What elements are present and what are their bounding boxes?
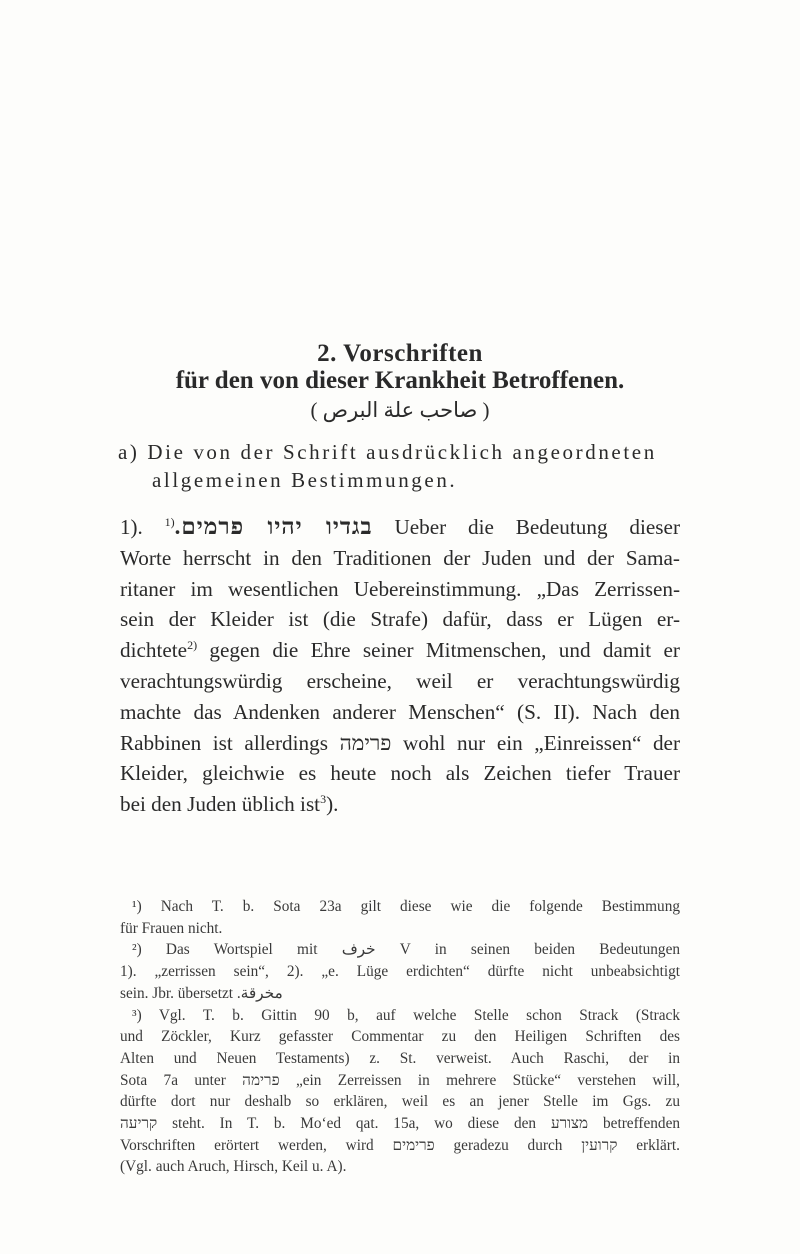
subsection-heading-line1: a) Die von der Schrift ausdrücklich angeordneten	[118, 440, 657, 464]
footnote-3-line: ³) Vgl. T. b. Gittin 90 b, auf welche Stelle schon Strack (Strack	[132, 1006, 680, 1024]
footnote-3-line	[120, 1070, 680, 1092]
footnote-3-line: und Zöckler, Kurz gefasster Commentar zu den Heiligen Schriften des	[120, 1028, 680, 1046]
footnote-marker: 2)	[187, 638, 198, 653]
footnote-text: betreffenden	[603, 1115, 681, 1133]
footnote-1-line: für Frauen nicht.	[120, 919, 223, 937]
footnote-2-line	[120, 983, 680, 1005]
subsection-heading-line2: allgemeinen Bestimmungen.	[152, 468, 458, 492]
footnote-text: Vorschriften erörtert werden, wird	[120, 1136, 374, 1154]
footnote-text: erklärt.	[636, 1136, 680, 1154]
hebrew-word: מצורע	[550, 1115, 589, 1133]
body-line: machte das Andenken anderer Menschen“ (S. II). Nach den	[120, 699, 680, 724]
body-text: wohl nur ein „Einreissen“ der	[403, 730, 681, 755]
body-text: Ueber die Bedeutung dieser	[394, 515, 680, 539]
footnote-3-line: dürfte dort nur deshalb so erklären, weil es an jener Stelle im Ggs. zu	[120, 1093, 680, 1111]
section-subtitle: für den von dieser Krankheit Betroffenen.	[175, 367, 625, 394]
footnote-marker: 3	[320, 792, 327, 807]
footnote-text: steht. In T. b. Mo‘ed qat. 15a, wo diese den	[172, 1115, 537, 1133]
hebrew-heading: בגדיו יהיו פרמים.	[174, 514, 373, 539]
body-text: gegen die Ehre seiner Mitmenschen, und damit er	[209, 638, 680, 663]
body-text: dichtete	[120, 638, 188, 663]
arabic-word: مخرقة.	[236, 984, 283, 1002]
hebrew-word: קריעה	[120, 1115, 158, 1133]
footnote-3-line	[120, 1135, 680, 1157]
footnote-text: Sota 7a unter	[120, 1071, 226, 1089]
section-title: 2. Vorschriften	[317, 340, 483, 367]
body-line	[120, 789, 680, 820]
body-line	[120, 635, 680, 666]
body-line: Worte herrscht in den Traditionen der Juden und der Sama-	[120, 545, 680, 570]
footnote-text: sein. Jbr. übersetzt	[120, 984, 234, 1002]
footnote-marker: 1)	[164, 514, 175, 529]
body-text: ).	[326, 792, 339, 817]
footnote-text: ²) Das Wortspiel mit	[132, 941, 318, 959]
footnote-2-line	[120, 939, 680, 961]
arabic-word: خرف	[341, 941, 376, 959]
body-line	[120, 728, 680, 759]
footnote-text: V in seinen beiden Bedeutungen	[399, 941, 681, 959]
footnote-3-line	[120, 1113, 680, 1135]
item-1-paragraph	[120, 512, 680, 820]
arabic-subtitle: ( صاحب علة البرص )	[310, 398, 490, 422]
hebrew-word: קרועין	[581, 1136, 618, 1154]
body-line: sein der Kleider ist (die Strafe) dafür, dass er Lügen er-	[120, 607, 680, 632]
hebrew-inline: פרימה	[339, 730, 392, 755]
body-line: verachtungswürdig erscheine, weil er verachtungswürdig	[120, 668, 680, 693]
item-number: 1).	[120, 515, 143, 539]
body-line: ritaner im wesentlichen Uebereinstimmung. „Das Zerrissen-	[120, 576, 680, 601]
footnote-text: „ein Zerreissen in mehrere Stücke“ verstehen will,	[295, 1071, 680, 1089]
hebrew-word: פרימה	[242, 1071, 280, 1089]
body-line	[120, 512, 680, 543]
body-line: Kleider, gleichwie es heute noch als Zeichen tiefer Trauer	[120, 761, 680, 786]
footnote-3-line: Alten und Neuen Testaments) z. St. verweist. Auch Raschi, der in	[120, 1049, 680, 1067]
footnote-2-line: 1). „zerrissen sein“, 2). „e. Lüge erdichten“ dürfte nicht unbeabsichtigt	[120, 963, 680, 981]
hebrew-word: פרימים	[392, 1136, 435, 1154]
footnote-1-line: ¹) Nach T. b. Sota 23a gilt diese wie die folgende Bestimmung	[132, 898, 680, 915]
body-text: bei den Juden üblich ist	[120, 792, 321, 817]
body-text: Rabbinen ist allerdings	[120, 730, 328, 755]
footnote-3-line: (Vgl. auch Aruch, Hirsch, Keil u. A).	[120, 1158, 347, 1176]
footnotes	[120, 896, 680, 1178]
footnote-text: geradezu durch	[453, 1136, 563, 1154]
